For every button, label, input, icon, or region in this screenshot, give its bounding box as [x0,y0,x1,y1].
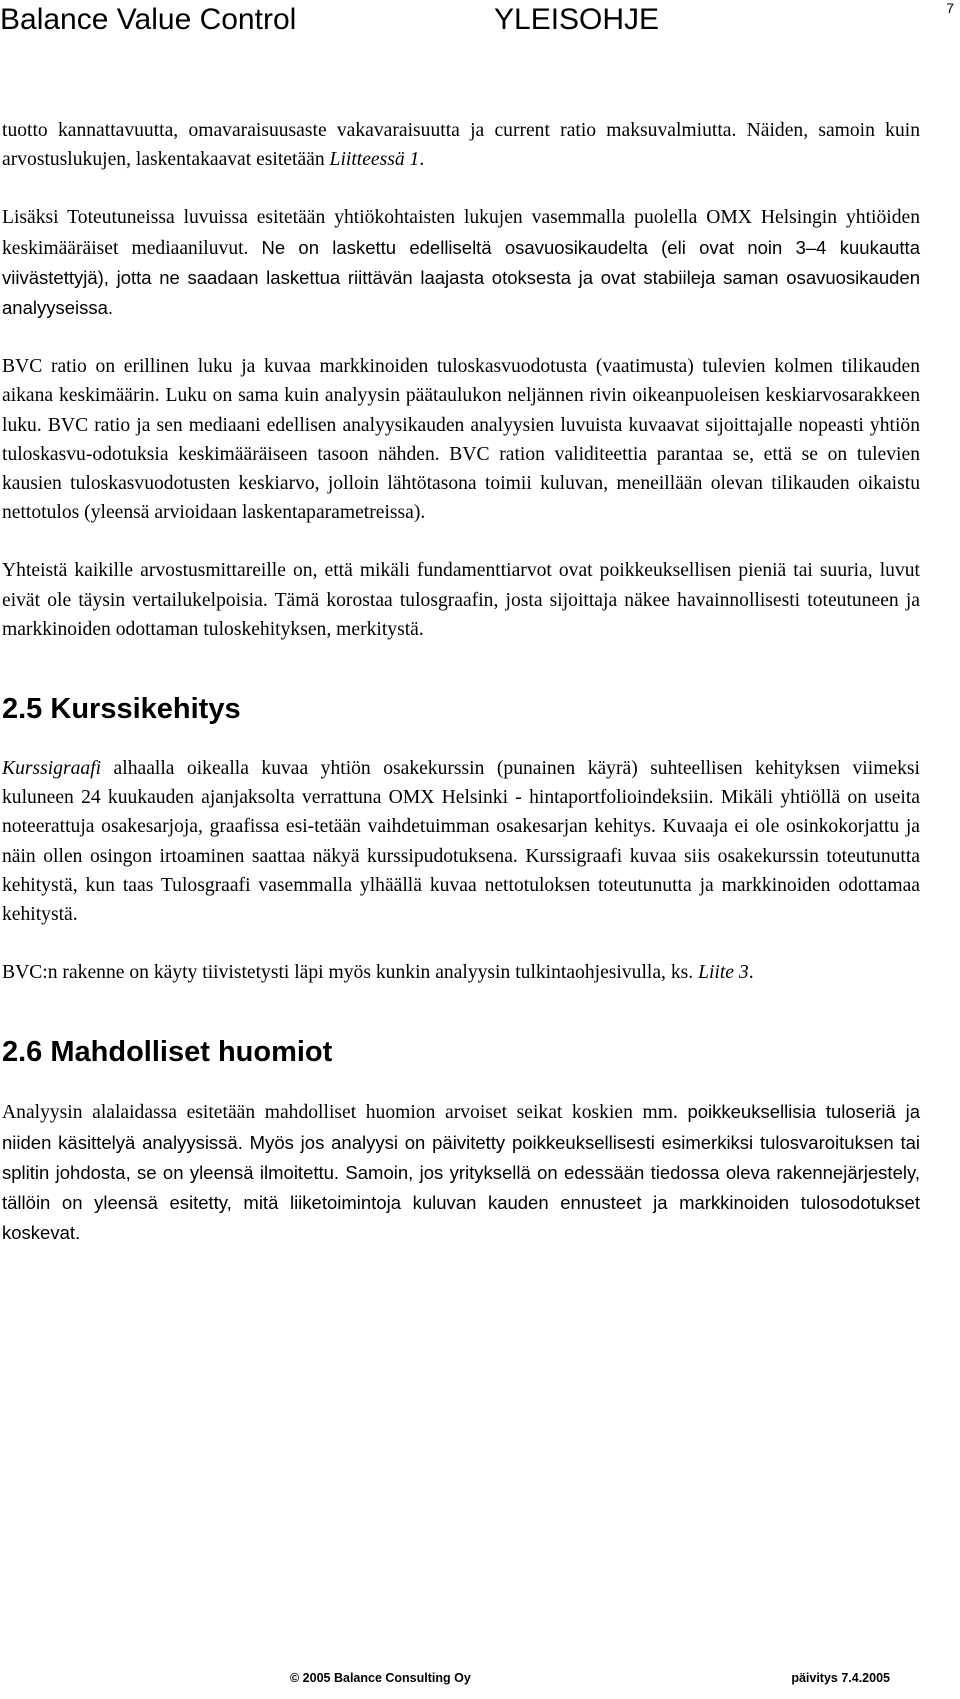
header-brand: Balance Value Control [0,3,297,36]
paragraph-ratios: tuotto kannattavuutta, omavaraisuusaste vakavaraisuutta ja current ratio maksuvalmiutta. Näiden, samoin kuin arvostuslukujen, laskentakaavat esitetään Liitteessä 1. [2,120,920,171]
section-heading-notes: 2.6 Mahdolliset huomiot [2,1036,333,1069]
price-chart-term: Kurssigraafi [2,758,102,780]
footer-copyright: © 2005 Balance Consulting Oy [290,1671,471,1685]
footer-update-date: päivitys 7.4.2005 [791,1671,890,1685]
paragraph-valuation-metrics: Yhteistä kaikille arvostusmittareille on, että mikäli fundamenttiarvot ovat poikkeuksellisen pieniä tai suuria, luvut eivät ole täysin vertailukelpoisia. Tämä korostaa tulosgraafin, josta sijoittaja näkee havainnollisesti toteutuneen ja markkinoiden odottaman tuloskehityksen, merkitystä. [2,560,920,640]
page-footer [0,1670,960,1690]
document-body [2,116,920,1277]
page-number: 7 [946,0,954,16]
paragraph-bvc-structure: BVC:n rakenne on käyty tiivistetysti läpi myös kunkin analyysin tulkintaohjesivulla, ks. Liite 3. [2,962,754,984]
paragraph-bvc-ratio: BVC ratio on erillinen luku ja kuvaa markkinoiden tuloskasvuodotusta (vaatimusta) tulevien kolmen tilikauden aikana keskimäärin. Luku on sama kuin analyysin päätaulukon neljännen rivin oikeanpuoleisen keskiarvosarakkeen luku. BVC ratio ja sen mediaani edellisen analyysikauden analyysien luvuista kuvaavat sijoittajalle nopeasti yhtiön tuloskasvu-odotuksia keskimääräiseen tasoon nähden. BVC ration validiteettia parantaa se, että se on tulevien kausien tuloskasvuodotusten keskiarvo, jolloin lähtötasona toimii kuluvan, meneillään olevan tilikauden oikaistu nettotulos (yleensä arvioidaan laskentaparametreissa). [2,356,920,524]
page-header [0,0,960,44]
paragraph-price-chart: Kurssigraafi alhaalla oikealla kuvaa yhtiön osakekurssin (punainen käyrä) suhteellisen kehityksen viimeksi kuluneen 24 kuukauden ajanjaksolta verrattuna OMX Helsinki - hintaportfolioindeksiin. Mikäli yhtiöllä on useita noteerattuja osakesarjoja, graafissa esi-tetään vaihdetuimman osakesarjan kehitys. Kuvaaja ei ole osinkokorjattu ja näin ollen osingon irtoaminen saattaa näkyä kurssipudotuksena. Kurssigraafi kuvaa siis osakekurssin toteutunutta kehitystä, kun taas Tulosgraafi vasemmalla ylhäällä kuvaa nettotuloksen toteutunutta ja markkinoiden odottamaa kehitystä. [2,758,920,926]
header-doc-type: YLEISOHJE [494,3,660,36]
appendix-ref: Liitteessä 1 [329,149,420,171]
paragraph-median-figures: Lisäksi Toteutuneissa luvuissa esitetään yhtiökohtaisten lukujen vasemmalla puolella OMX Helsingin yhtiöiden keskimääräiset mediaaniluvut. Ne on laskettu edelliseltä osavuosikaudelta (eli ovat noin 3–4 kuukautta viivästettyjä), jotta ne saadaan laskettua riittävän laajasta otoksesta ja ovat stabiileja saman osavuosikauden analyyseissa. [2,207,920,319]
paragraph-notes: Analyysin alalaidassa esitetään mahdolliset huomion arvoiset seikat koskien mm. poikkeuksellisia tuloseriä ja niiden käsittelyä analyysissä. Myös jos analyysi on päivitetty poikkeuksellisesti esimerkiksi tulosvaroituksen tai splitin johdosta, se on yleensä ilmoitettu. Samoin, jos yrityksellä on edessään tiedossa oleva rakennejärjestely, tällöin on yleensä esitetty, mitä liiketoimintoja kuluvan kauden ennusteet ja markkinoiden tulosodotukset koskevat. [2,1101,920,1244]
appendix-3-ref: Liite 3 [698,962,749,984]
section-heading-price-development: 2.5 Kurssikehitys [2,693,241,726]
